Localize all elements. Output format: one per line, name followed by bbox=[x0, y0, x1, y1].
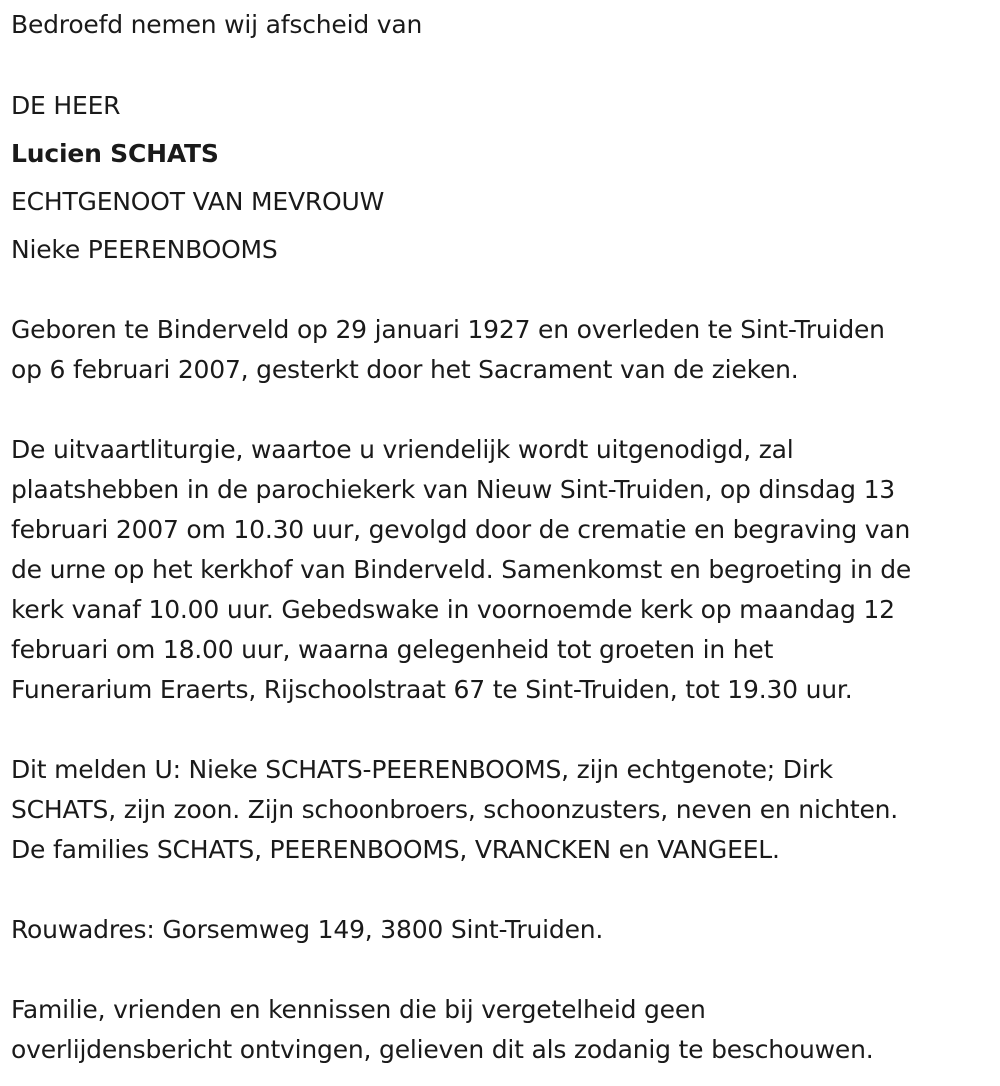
honorific: DE HEER bbox=[11, 91, 121, 120]
paragraph-line: Geboren te Binderveld op 29 januari 1927 en overleden te Sint-Truiden bbox=[11, 315, 885, 344]
paragraph-line: De uitvaartliturgie, waartoe u vriendelijk wordt uitgenodigd, zal bbox=[11, 435, 794, 464]
paragraph-line: De families SCHATS, PEERENBOOMS, VRANCKEN en VANGEEL. bbox=[11, 835, 780, 864]
paragraph-line: SCHATS, zijn zoon. Zijn schoonbroers, schoonzusters, neven en nichten. bbox=[11, 795, 899, 824]
paragraph-line: februari om 18.00 uur, waarna gelegenheid tot groeten in het bbox=[11, 635, 774, 664]
birth-death-paragraph bbox=[11, 310, 986, 390]
spouse-name: Nieke PEERENBOOMS bbox=[11, 235, 278, 264]
paragraph-line: op 6 februari 2007, gesterkt door het Sacrament van de zieken. bbox=[11, 355, 799, 384]
closing-paragraph bbox=[11, 990, 986, 1070]
paragraph-line: Funerarium Eraerts, Rijschoolstraat 67 te Sint-Truiden, tot 19.30 uur. bbox=[11, 675, 853, 704]
announcers-paragraph bbox=[11, 750, 986, 870]
paragraph-line: plaatshebben in de parochiekerk van Nieuw Sint-Truiden, op dinsdag 13 bbox=[11, 475, 895, 504]
mourning-address: Rouwadres: Gorsemweg 149, 3800 Sint-Truiden. bbox=[11, 915, 604, 944]
paragraph-line: kerk vanaf 10.00 uur. Gebedswake in voornoemde kerk op maandag 12 bbox=[11, 595, 895, 624]
deceased-name: Lucien SCHATS bbox=[11, 139, 219, 168]
intro-text: Bedroefd nemen wij afscheid van bbox=[11, 10, 423, 39]
spouse-label: ECHTGENOOT VAN MEVROUW bbox=[11, 187, 385, 216]
paragraph-line: overlijdensbericht ontvingen, gelieven dit als zodanig te beschouwen. bbox=[11, 1035, 874, 1064]
paragraph-line: Familie, vrienden en kennissen die bij vergetelheid geen bbox=[11, 995, 706, 1024]
paragraph-line: Dit melden U: Nieke SCHATS-PEERENBOOMS, zijn echtgenote; Dirk bbox=[11, 755, 833, 784]
paragraph-line: de urne op het kerkhof van Binderveld. Samenkomst en begroeting in de bbox=[11, 555, 912, 584]
paragraph-line: februari 2007 om 10.30 uur, gevolgd door de crematie en begraving van bbox=[11, 515, 911, 544]
funeral-paragraph bbox=[11, 430, 986, 710]
